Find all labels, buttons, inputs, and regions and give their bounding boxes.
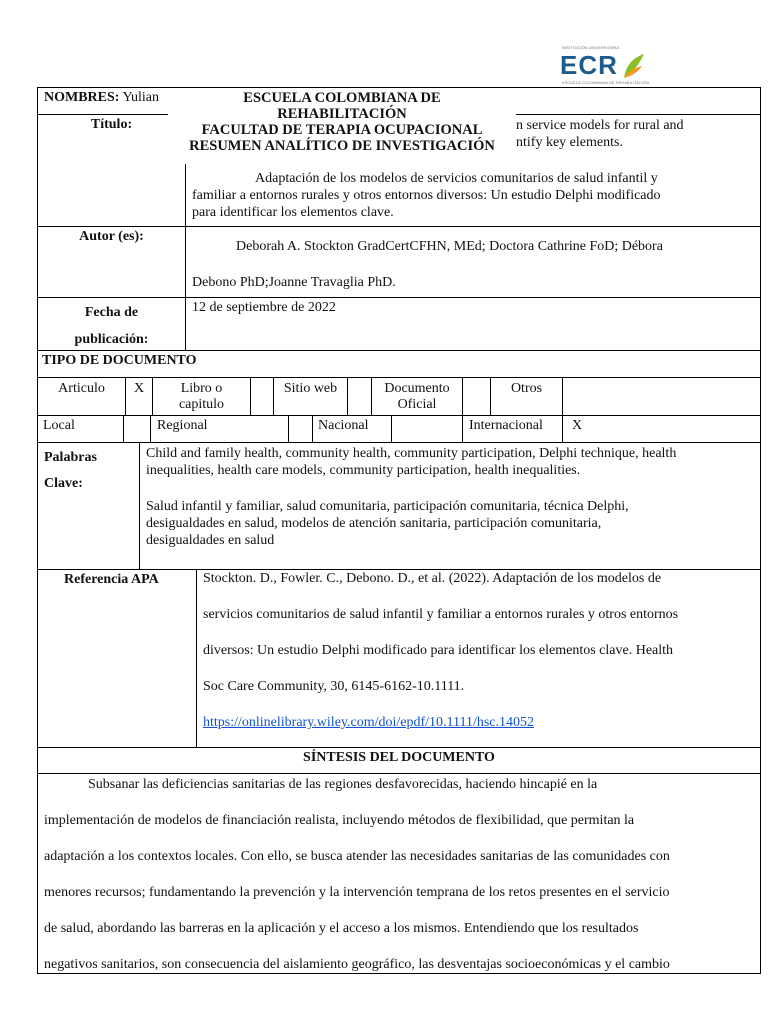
referencia-link[interactable]: https://onlinelibrary.wiley.com/doi/epdf/10.1111/hsc.14052	[203, 715, 535, 730]
autor-value	[192, 229, 663, 301]
autor-line2: Debono PhD;Joanne Travaglia PhD.	[192, 275, 396, 290]
titulo-label: Título:	[90, 117, 133, 132]
tipo-sitio-web: Sitio web	[283, 381, 338, 396]
palabras-en-line2: inequalities, health care models, community participation, health inequalities.	[146, 463, 581, 478]
palabras-clave-spanish	[146, 498, 629, 549]
tipo-articulo: Articulo	[58, 381, 105, 396]
tipo-documento-label: TIPO DE DOCUMENTO	[42, 353, 197, 368]
tipo-internacional-mark: X	[572, 418, 583, 433]
titulo-english-line2: ntify key elements.	[516, 135, 623, 150]
nombres-value: Yulian	[122, 90, 159, 105]
tipo-otros: Otros	[510, 381, 543, 396]
leaf-icon	[620, 52, 646, 82]
titulo-spanish	[192, 170, 752, 221]
autor-label: Autor (es):	[79, 229, 144, 244]
document-header	[168, 90, 516, 164]
tipo-documento-line2: Oficial	[397, 397, 437, 412]
header-line4: RESUMEN ANALÍTICO DE INVESTIGACIÓN	[189, 138, 495, 154]
tipo-regional: Regional	[157, 418, 208, 433]
header-line1: ESCUELA COLOMBIANA DE	[243, 90, 441, 106]
tipo-libro-line2: capitulo	[178, 397, 225, 412]
fecha-value: 12 de septiembre de 2022	[192, 300, 336, 315]
tipo-documento-line1: Documento	[384, 381, 450, 396]
titulo-spanish-line2: familiar a entornos rurales y otros entornos diversos: Un estudio Delphi modificado	[192, 188, 661, 203]
palabras-en-line1: Child and family health, community health, community participation, Delphi technique, health	[146, 446, 677, 461]
ecr-logo	[560, 45, 670, 88]
sintesis-line-2: implementación de modelos de financiación realista, incluyendo métodos de flexibilidad, que permitan la	[44, 813, 635, 828]
titulo-spanish-line3: para identificar los elementos clave.	[192, 205, 394, 220]
referencia-line3: diversos: Un estudio Delphi modificado para identificar los elementos clave. Health	[203, 643, 674, 658]
logo-letters: ECR	[560, 50, 618, 80]
referencia-line2: servicios comunitarios de salud infantil y familiar a entornos rurales y otros entornos	[203, 607, 679, 622]
palabras-es-line3: desigualdades en salud	[146, 533, 275, 548]
palabras-es-line1: Salud infantil y familiar, salud comunitaria, participación comunitaria, técnica Delphi,	[146, 499, 629, 514]
palabras-label-line2: Clave:	[44, 476, 83, 491]
sintesis-line-6: negativos sanitarios, son consecuencia del aislamiento geográfico, las desventajas socioeconómicas y el cambio	[44, 957, 670, 972]
palabras-clave-label	[44, 445, 97, 497]
titulo-spanish-line1: Adaptación de los modelos de servicios comunitarios de salud infantil y	[255, 171, 658, 186]
referencia-line1: Stockton. D., Fowler. C., Debono. D., et al. (2022). Adaptación de los modelos de	[203, 571, 662, 586]
titulo-english	[516, 117, 684, 151]
fecha-label-line2: publicación:	[74, 332, 149, 347]
referencia-line4: Soc Care Community, 30, 6145-6162-10.1111.	[203, 679, 465, 694]
palabras-clave-english	[146, 445, 676, 479]
tipo-articulo-mark: X	[133, 381, 145, 396]
nombres-label: NOMBRES:	[44, 90, 120, 105]
autor-line1: Deborah A. Stockton GradCertCFHN, MEd; Doctora Cathrine FoD; Débora	[236, 239, 663, 254]
sintesis-line-1: Subsanar las deficiencias sanitarias de las regiones desfavorecidas, haciendo hincapié en la	[88, 777, 598, 792]
fecha-label	[38, 299, 185, 353]
sintesis-body	[44, 767, 756, 983]
titulo-english-line1: n service models for rural and	[516, 118, 684, 133]
tipo-documento-oficial	[372, 381, 462, 413]
sintesis-line-4: menores recursos; fundamentando la prevención y la intervención temprana de los retos presentes en el servicio	[44, 885, 670, 900]
palabras-es-line2: desigualdades en salud, modelos de atención sanitaria, participación comunitaria,	[146, 516, 602, 531]
logo-bottom-text: ESCUELA COLOMBIANA DE REHABILITACIÓN	[562, 80, 649, 85]
fecha-label-line1: Fecha de	[84, 305, 139, 320]
tipo-libro	[153, 381, 250, 413]
tipo-internacional: Internacional	[469, 418, 543, 433]
tipo-nacional: Nacional	[318, 418, 369, 433]
palabras-label-line1: Palabras	[44, 450, 97, 465]
header-line2: REHABILITACIÓN	[277, 106, 407, 122]
tipo-libro-line1: Libro o	[180, 381, 223, 396]
nombres-row	[44, 90, 159, 106]
sintesis-line-5: de salud, abordando las barreras en la aplicación y el acceso a los mismos. Entendiendo que los resultados	[44, 921, 639, 936]
referencia-label: Referencia APA	[64, 572, 159, 587]
tipo-local: Local	[43, 418, 75, 433]
logo-top-text: INSTITUCIÓN UNIVERSITARIA	[562, 45, 620, 50]
sintesis-title: SÍNTESIS DEL DOCUMENTO	[303, 750, 495, 765]
sintesis-line-3: adaptación a los contextos locales. Con ello, se busca atender las necesidades sanitarias de las comunidades con	[44, 849, 670, 864]
header-line3: FACULTAD DE TERAPIA OCUPACIONAL	[201, 122, 483, 138]
referencia-text	[203, 561, 678, 741]
